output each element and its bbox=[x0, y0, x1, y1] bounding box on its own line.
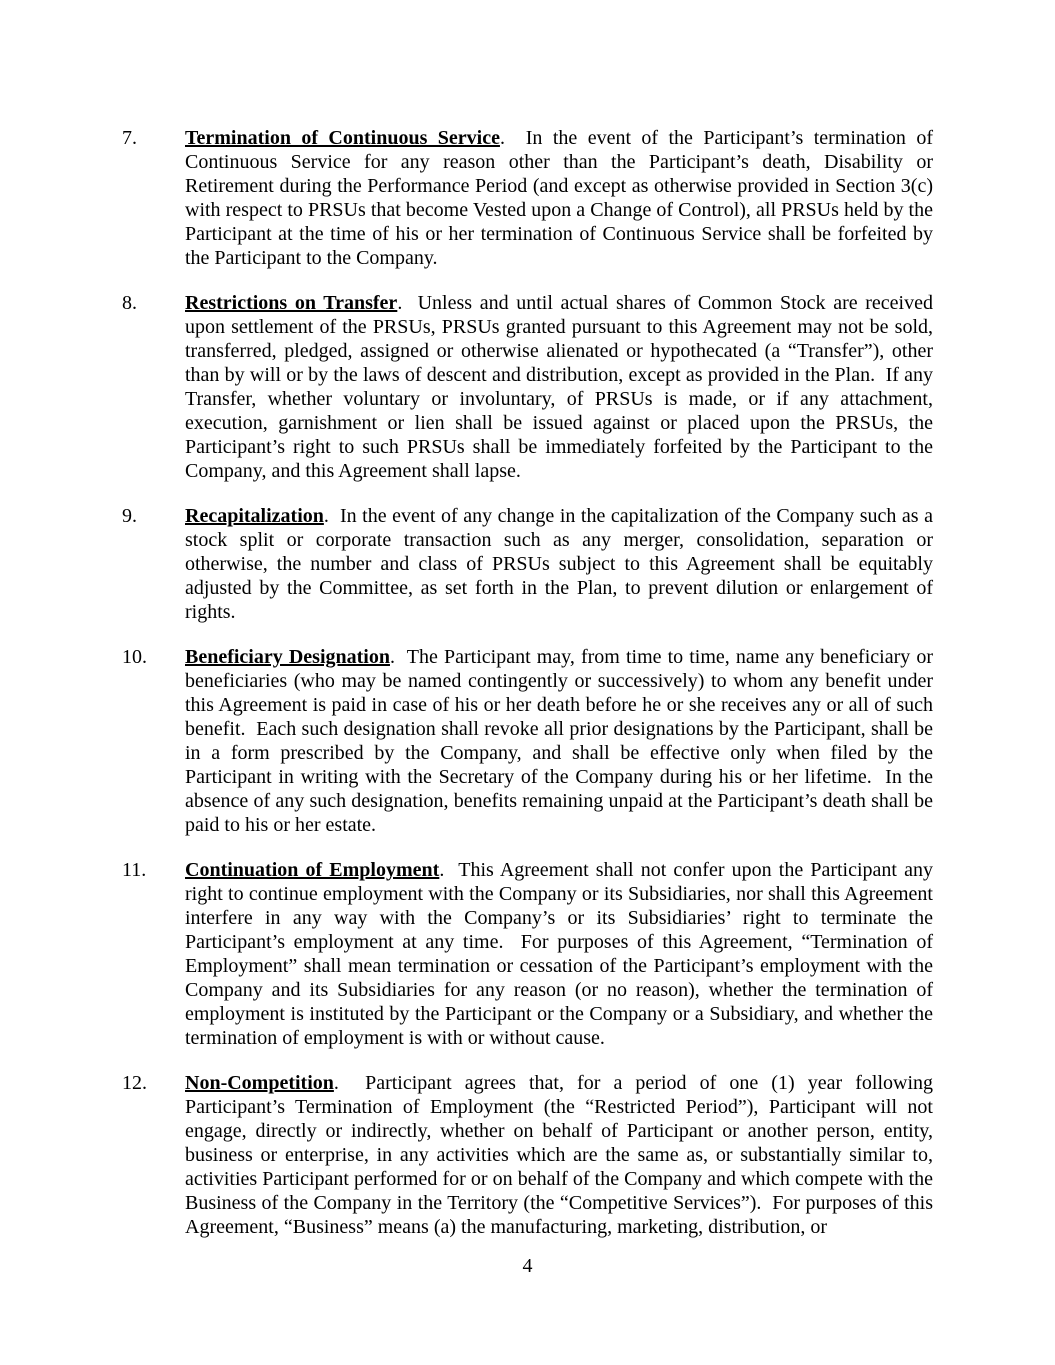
section-body-text: . Unless and until actual shares of Common Stock are received upon settlement of the PRSUs, PRSUs granted pursuant to this Agreement may not be sold, transferred, pledged, assigned or otherwise alienated or hypothecated (a “Transfer”), other than by will or by the laws of descent and distribution, except as provided in the Plan. If any Transfer, whether voluntary or involuntary, of PRSUs is made, or if any attachment, execution, garnishment or lien shall be issued against or placed upon the PRSUs, the Participant’s right to such PRSUs shall be immediately forfeited by the Participant to the Company, and this Agreement shall lapse. bbox=[185, 292, 938, 482]
section-paragraph bbox=[185, 645, 938, 837]
section-continuation-of-employment bbox=[122, 858, 939, 1050]
section-body-text: . The Participant may, from time to time, name any beneficiary or beneficiaries (who may be named contingently or successively) to whom any benefit under this Agreement is paid in case of his or her death before he or she receives any or all of such benefit. Each such designation shall revoke all prior designations by the Participant, shall be in a form prescribed by the Company, and shall be effective only when filed by the Participant in writing with the Secretary of the Company during his or her lifetime. In the absence of any such designation, benefits remaining unpaid at the Participant’s death shall be paid to his or her estate. bbox=[185, 646, 938, 836]
section-number: 9. bbox=[122, 505, 137, 527]
section-number: 7. bbox=[122, 127, 137, 149]
section-heading: Beneficiary Designation bbox=[185, 646, 390, 668]
section-heading: Recapitalization bbox=[185, 505, 324, 527]
page-number: 4 bbox=[522, 1255, 533, 1277]
section-body-text: . This Agreement shall not confer upon the Participant any right to continue employment with the Company or its Subsidiaries, nor shall this Agreement interfere in any way with the Company’s or its Subsidiaries’ right to terminate the Participant’s employment at any time. For purposes of this Agreement, “Termination of Employment” shall mean termination or cessation of the Participant’s employment with the Company and its Subsidiaries for any reason (or no reason), whether the termination of employment is instituted by the Participant or the Company or a Subsidiary, and whether the termination of employment is with or without cause. bbox=[185, 859, 939, 1049]
section-paragraph bbox=[185, 1071, 938, 1239]
section-recapitalization bbox=[122, 504, 938, 624]
section-number: 12. bbox=[122, 1072, 147, 1094]
section-heading: Continuation of Employment bbox=[185, 859, 440, 881]
section-non-competition bbox=[122, 1071, 938, 1239]
section-body-text: . Participant agrees that, for a period of one (1) year following Participant’s Termination of Employment (the “Restricted Period”), Participant will not engage, directly or indirectly, whether on behalf of Participant or another person, entity, business or enterprise, in any activities which are the same as, or substantially similar to, activities Participant performed for or on behalf of the Company and which compete with the Business of the Company in the Territory (the “Competitive Services”). For purposes of this Agreement, “Business” means (a) the manufacturing, marketing, distribution, or bbox=[185, 1072, 938, 1238]
section-termination-of-continuous-service bbox=[122, 126, 938, 270]
section-number: 11. bbox=[122, 859, 147, 881]
section-paragraph bbox=[185, 858, 939, 1050]
section-paragraph bbox=[185, 291, 938, 483]
section-paragraph bbox=[185, 504, 938, 624]
document-body bbox=[122, 126, 939, 1260]
section-number: 10. bbox=[122, 646, 147, 668]
section-body-text: . In the event of any change in the capitalization of the Company such as a stock split or corporate transaction such as any merger, consolidation, separation or otherwise, the number and class of PRSUs subject to this Agreement shall be equitably adjusted by the Committee, as set forth in the Plan, to prevent dilution or enlargement of rights. bbox=[185, 505, 938, 623]
section-heading: Termination of Continuous Service bbox=[185, 127, 500, 149]
section-number: 8. bbox=[122, 292, 137, 314]
section-paragraph bbox=[185, 126, 938, 270]
section-beneficiary-designation bbox=[122, 645, 938, 837]
section-heading: Non-Competition bbox=[185, 1072, 334, 1094]
section-heading: Restrictions on Transfer bbox=[185, 292, 398, 314]
section-restrictions-on-transfer bbox=[122, 291, 938, 483]
section-body-text: . In the event of the Participant’s termination of Continuous Service for any reason other than the Participant’s death, Disability or Retirement during the Performance Period (and except as otherwise provided in Section 3(c) with respect to PRSUs that become Vested upon a Change of Control), all PRSUs held by the Participant at the time of his or her termination of Continuous Service shall be forfeited by the Participant to the Company. bbox=[185, 127, 938, 269]
